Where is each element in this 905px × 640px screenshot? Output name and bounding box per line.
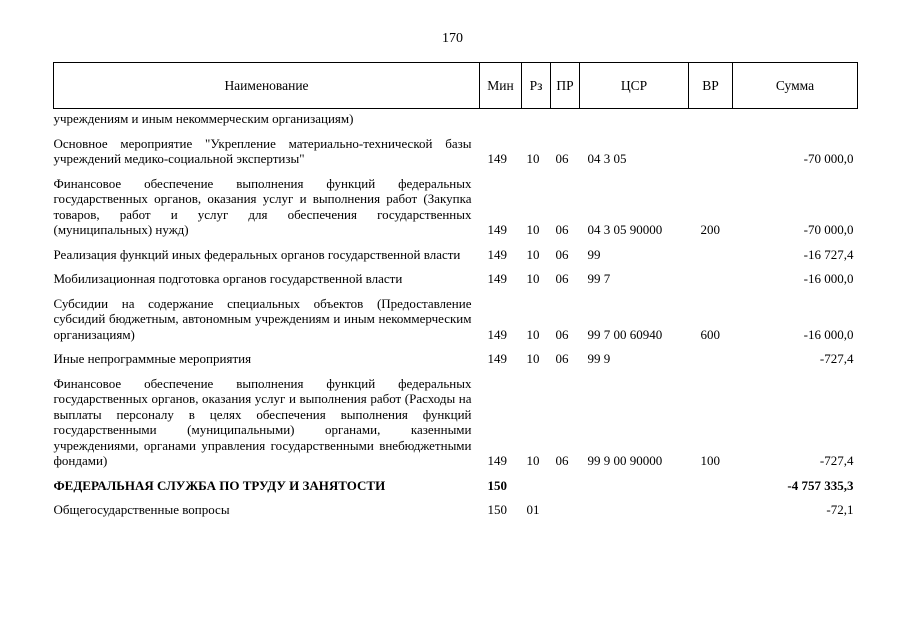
cell-rz bbox=[522, 109, 551, 127]
cell-sum: -16 000,0 bbox=[803, 326, 854, 342]
cell-pr bbox=[551, 469, 580, 494]
page-number: 170 bbox=[442, 31, 463, 46]
table-row bbox=[54, 238, 858, 263]
cell-vr bbox=[689, 109, 733, 127]
cell-sum: -4 757 335,3 bbox=[787, 477, 854, 493]
cell-rz: 10 bbox=[526, 351, 540, 366]
cell-name: Общегосударственные вопросы bbox=[53, 502, 230, 517]
cell-vr bbox=[689, 127, 733, 167]
cell-name: Реализация функций иных федеральных органов государственной власти bbox=[53, 246, 461, 262]
header-csr: ЦСР bbox=[580, 63, 689, 109]
table-header-row bbox=[54, 63, 858, 109]
cell-vr: 200 bbox=[700, 222, 720, 237]
cell-min: 149 bbox=[487, 246, 507, 262]
header-sum: Сумма bbox=[733, 63, 858, 109]
header-pr: ПР bbox=[551, 63, 580, 109]
cell-sum: -72,1 bbox=[826, 502, 854, 517]
cell-sum: -16 727,4 bbox=[803, 246, 854, 262]
cell-sum: -70 000,0 bbox=[803, 151, 854, 166]
cell-csr bbox=[580, 109, 689, 127]
cell-csr: 99 9 00 90000 bbox=[587, 453, 663, 468]
table-row bbox=[54, 287, 858, 343]
cell-min: 149 bbox=[487, 351, 507, 366]
cell-name: Основное мероприятие "Укрепление материально-технической базы учреждений медико-социальной экспертизы" bbox=[53, 135, 472, 166]
cell-pr bbox=[551, 109, 580, 127]
cell-vr bbox=[689, 342, 733, 367]
cell-rz: 10 bbox=[526, 222, 540, 237]
cell-rz bbox=[522, 469, 551, 494]
cell-pr: 06 bbox=[555, 246, 569, 262]
table-row bbox=[54, 109, 858, 127]
cell-min: 149 bbox=[487, 222, 507, 237]
cell-pr: 06 bbox=[555, 326, 569, 342]
table-row bbox=[54, 127, 858, 167]
header-vr: ВР bbox=[689, 63, 733, 109]
header-name: Наименование bbox=[54, 63, 480, 109]
table-row bbox=[54, 342, 858, 367]
cell-sum bbox=[733, 109, 858, 127]
cell-csr bbox=[580, 469, 689, 494]
cell-pr: 06 bbox=[555, 222, 569, 237]
table-row bbox=[54, 493, 858, 518]
cell-rz: 10 bbox=[526, 326, 540, 342]
cell-sum: -16 000,0 bbox=[803, 271, 854, 286]
cell-pr: 06 bbox=[555, 151, 569, 166]
cell-min: 149 bbox=[487, 271, 507, 286]
cell-rz: 10 bbox=[526, 271, 540, 286]
cell-min: 149 bbox=[487, 326, 507, 342]
cell-vr: 600 bbox=[700, 326, 720, 342]
header-rz: Рз bbox=[522, 63, 551, 109]
cell-name: ФЕДЕРАЛЬНАЯ СЛУЖБА ПО ТРУДУ И ЗАНЯТОСТИ bbox=[53, 477, 386, 493]
cell-sum: -727,4 bbox=[819, 453, 854, 468]
cell-name: Субсидии на содержание специальных объектов (Предоставление субсидий бюджетным, автономным учреждениям и иным некоммерческим организациям) bbox=[53, 295, 472, 342]
table-row bbox=[54, 469, 858, 494]
cell-csr: 04 3 05 bbox=[587, 151, 627, 166]
cell-csr: 04 3 05 90000 bbox=[587, 222, 663, 237]
table-row bbox=[54, 167, 858, 238]
table-body bbox=[54, 109, 858, 518]
cell-rz: 10 bbox=[526, 246, 540, 262]
cell-name: Мобилизационная подготовка органов государственной власти bbox=[53, 271, 403, 286]
cell-csr bbox=[580, 493, 689, 518]
cell-name: Финансовое обеспечение выполнения функций федеральных государственных органов, оказания услуг и выполнения работ (Закупка товаров, работ и услуг для обеспечения государственных (муниципальных) нужд) bbox=[53, 175, 472, 237]
cell-name: учреждениям и иным некоммерческим организациям) bbox=[53, 111, 354, 126]
cell-pr bbox=[551, 493, 580, 518]
table-row bbox=[54, 262, 858, 287]
cell-pr: 06 bbox=[555, 351, 569, 366]
cell-pr: 06 bbox=[555, 271, 569, 286]
cell-vr bbox=[689, 493, 733, 518]
cell-csr: 99 9 bbox=[587, 351, 611, 366]
cell-min: 150 bbox=[487, 502, 507, 517]
table-row bbox=[54, 367, 858, 469]
cell-rz: 10 bbox=[526, 151, 540, 166]
cell-rz: 10 bbox=[526, 453, 540, 468]
cell-rz: 01 bbox=[526, 502, 540, 517]
cell-sum: -727,4 bbox=[819, 351, 854, 366]
budget-table bbox=[53, 62, 858, 518]
cell-csr: 99 7 bbox=[587, 271, 611, 286]
cell-vr bbox=[689, 262, 733, 287]
cell-name: Финансовое обеспечение выполнения функций федеральных государственных органов, оказания услуг и выполнения работ (Расходы на выплаты персоналу в целях обеспечения выполнения функций государственными (муниципальными) органами, казенными учреждениями, органами управления государственными внебюджетными фондами) bbox=[53, 375, 472, 468]
cell-name: Иные непрограммные мероприятия bbox=[53, 351, 252, 366]
cell-min: 149 bbox=[487, 453, 507, 468]
cell-min: 150 bbox=[487, 477, 507, 493]
header-min: Мин bbox=[480, 63, 522, 109]
cell-vr bbox=[689, 238, 733, 263]
cell-vr: 100 bbox=[700, 453, 720, 468]
cell-sum: -70 000,0 bbox=[803, 222, 854, 237]
cell-min bbox=[480, 109, 522, 127]
cell-csr: 99 bbox=[587, 246, 601, 262]
cell-csr: 99 7 00 60940 bbox=[587, 326, 663, 342]
cell-vr bbox=[689, 469, 733, 494]
cell-pr: 06 bbox=[555, 453, 569, 468]
cell-min: 149 bbox=[487, 151, 507, 166]
